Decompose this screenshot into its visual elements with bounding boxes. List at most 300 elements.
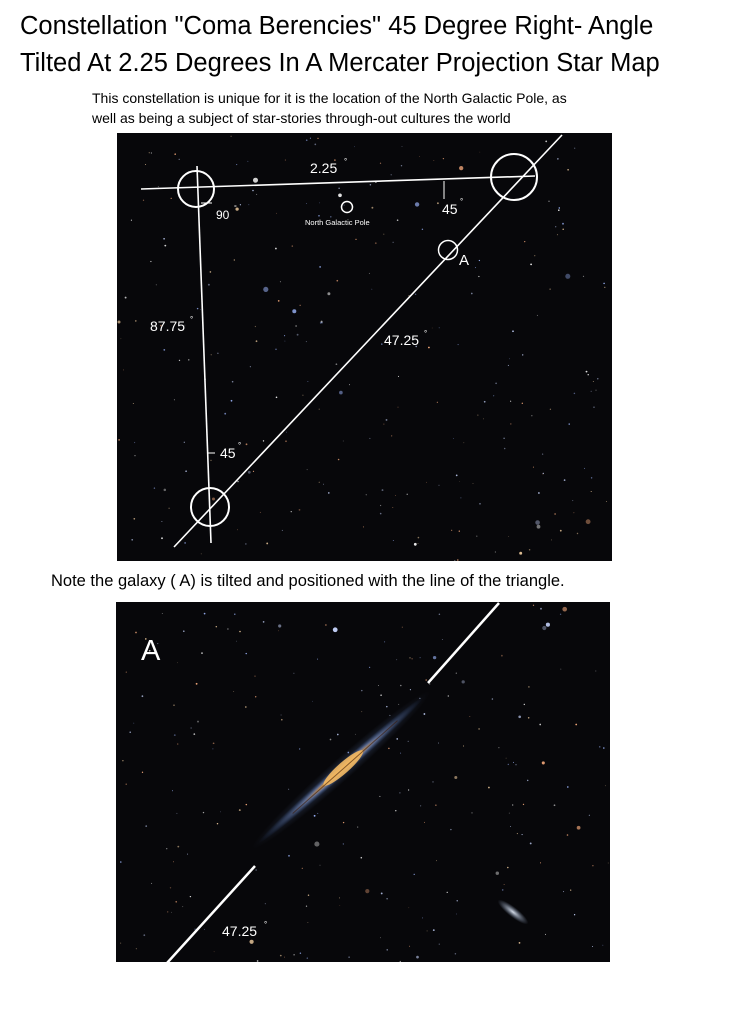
star [201,652,203,654]
star [327,292,330,295]
star [343,843,344,844]
star [297,334,299,336]
star [158,186,159,187]
star [469,716,470,717]
star [179,159,180,160]
star [484,401,486,403]
star [375,242,377,244]
star [136,948,137,949]
star [210,460,211,461]
star [275,248,277,250]
star [276,213,277,214]
star [204,613,206,615]
star [477,415,478,416]
star [393,242,394,243]
star [427,930,428,931]
star [479,503,481,505]
star [395,810,396,811]
star [530,842,532,844]
star [554,804,556,806]
star [164,245,166,247]
star [495,551,496,552]
star [151,883,152,884]
star [478,276,479,277]
star [528,717,530,719]
star [471,293,473,295]
star [355,734,356,735]
star [200,309,201,310]
title-line-2: Tilted At 2.25 Degrees In A Mercater Projection Star Map [20,49,660,77]
star [392,507,393,508]
star [562,228,564,230]
star [246,804,247,805]
star [567,834,569,836]
star [463,442,464,443]
star [438,743,439,744]
star [281,719,283,721]
star [475,267,476,268]
star [519,552,522,555]
star [265,903,266,904]
star [522,354,523,355]
star [533,467,534,468]
star [276,397,278,399]
star [540,862,541,863]
bottom-vertex-angle-label: 45 [220,445,236,461]
star [509,813,510,814]
star [564,479,566,481]
star [524,704,525,705]
star [142,695,144,697]
degree-symbol-bottom-vertex: ° [238,441,242,450]
star [408,907,409,908]
star [220,811,221,812]
degree-symbol-left-side: ° [190,315,194,324]
star [476,536,477,537]
star [245,543,246,544]
star [248,471,251,474]
star [366,494,367,495]
star [448,695,449,696]
star [256,194,257,195]
star [506,758,507,759]
star [459,166,463,170]
star [545,141,547,143]
star [182,906,183,907]
star [586,519,591,524]
star [386,706,388,708]
star [408,789,409,790]
star [503,438,504,439]
star [172,790,173,791]
star [456,914,457,915]
star [330,739,332,741]
star [583,276,584,277]
star [488,787,490,789]
star [249,940,253,944]
star [599,746,600,747]
star [245,706,247,708]
star [125,297,127,299]
star [126,784,127,785]
star [174,734,176,736]
star [170,887,171,888]
star [423,713,425,715]
star [338,193,342,197]
star [592,946,593,947]
star [166,848,167,849]
star [379,796,380,797]
star [184,442,185,443]
star [177,662,178,663]
star [437,202,439,204]
star [188,359,189,360]
star [560,614,561,615]
star [508,764,509,765]
star [437,402,438,403]
star [425,679,427,681]
star [595,671,596,672]
star [233,691,234,692]
star [517,833,518,834]
star [540,608,542,610]
star [595,390,596,391]
star [118,321,121,324]
star [171,198,172,199]
star [428,347,430,349]
star [246,443,248,445]
star [142,772,143,773]
star [409,657,410,658]
star [317,813,318,814]
star [435,805,436,806]
star [381,343,382,344]
star [577,826,581,830]
star [123,369,124,370]
star [369,273,370,274]
star [574,914,575,915]
angle-label: 47.25 [222,923,258,939]
subtitle-line-1: This constellation is unique for it is the location of the North Galactic Pole, as [92,90,567,106]
star [307,957,308,958]
star [408,741,409,742]
star [538,492,540,494]
star [381,892,383,894]
star [174,399,175,400]
star [509,358,510,359]
star [429,683,430,684]
star [234,259,235,260]
star [539,724,541,726]
star [263,440,264,441]
star [302,395,303,396]
star [450,829,451,830]
star [562,223,564,225]
star [504,448,506,450]
star [118,439,120,441]
star [457,900,458,901]
star [168,508,169,509]
star [451,530,452,531]
star [542,761,545,764]
star [121,338,122,339]
star [191,727,192,728]
star [284,335,285,336]
star [280,955,282,957]
star [439,327,440,328]
star [479,152,480,153]
star [559,207,560,208]
star [162,613,163,614]
star [510,423,512,425]
star [348,956,350,958]
star [512,330,514,332]
star [492,698,494,700]
star [339,905,340,906]
star [308,381,309,382]
star [608,863,609,864]
star [292,309,296,313]
star [133,403,134,404]
star [549,288,550,289]
star [558,209,560,211]
star [212,748,213,749]
star [391,174,392,175]
star [380,163,381,164]
star [263,287,268,292]
star [133,518,135,520]
star [286,432,287,433]
star [361,711,362,712]
star [120,861,122,863]
star [143,200,144,201]
star [240,204,241,205]
star [131,539,133,541]
degree-symbol-right-vertex: ° [460,197,464,206]
star [439,613,441,615]
left-vertex-angle-label: 90 [216,208,230,222]
star [295,325,297,327]
right-vertex-angle-label: 45 [442,201,458,217]
star [302,868,303,869]
star [548,200,550,202]
star [570,890,571,891]
page-subtitle [92,88,692,128]
star [508,365,509,366]
star [224,413,226,415]
star [336,280,338,282]
star [355,239,356,240]
star [278,624,281,627]
star [246,653,247,654]
star [575,724,577,726]
star [320,865,321,866]
star [597,378,598,379]
star [227,628,229,630]
star [567,786,569,788]
star [135,632,137,634]
star [196,683,198,685]
star [589,815,590,816]
star [285,160,286,161]
star [515,764,516,765]
star [546,623,550,627]
star [510,826,511,827]
star [554,513,556,515]
star [380,694,382,696]
star [263,621,265,623]
star [531,415,532,416]
star [323,484,324,485]
star [459,530,460,531]
star [234,613,235,614]
star [591,391,592,392]
star [343,822,344,823]
star [281,714,282,715]
star [411,658,413,660]
star [306,203,307,204]
star [126,672,127,673]
star [512,804,513,805]
star [306,341,307,342]
star [384,641,385,642]
star [432,328,433,329]
degree-symbol-top: ° [344,157,348,166]
title-line-1: Constellation "Coma Berencies" 45 Degree Right- Angle [20,12,654,40]
star [154,487,155,488]
star [542,453,543,454]
star [339,897,340,898]
star [197,721,199,723]
star [187,854,188,855]
star [134,442,135,443]
star [567,169,569,171]
star [529,549,531,551]
star [396,738,398,740]
star [433,656,436,659]
star [433,929,435,931]
space-background [116,602,610,962]
star [545,934,546,935]
star [314,842,319,847]
star [211,354,212,355]
star [414,543,417,546]
star [606,501,607,502]
star [577,533,578,534]
star [275,348,277,350]
star [418,537,420,539]
star [513,762,514,763]
star [156,285,157,286]
star [236,164,237,165]
star [604,287,605,288]
star [317,659,318,660]
star [574,393,576,395]
star [278,630,279,631]
star [534,255,535,256]
star [133,723,134,724]
star [454,776,457,779]
star [145,164,146,165]
star [333,627,338,632]
star [337,734,339,736]
star [230,136,231,137]
star [150,261,151,262]
star [415,294,416,295]
star [163,349,165,351]
star [325,624,327,626]
star [522,834,523,835]
star [574,148,575,149]
star [300,305,301,306]
star [409,946,410,947]
star [185,470,187,472]
star [424,822,425,823]
star [562,607,567,612]
star [401,165,402,166]
star [167,911,168,912]
star [361,690,362,691]
star [410,689,411,690]
star [319,482,320,483]
star [343,441,344,442]
star [530,264,532,266]
star [300,953,301,954]
star [382,489,384,491]
star [285,440,287,442]
star [510,401,511,402]
star [397,219,399,221]
star [349,384,350,385]
star [173,704,175,706]
star [557,234,558,235]
star [588,374,589,375]
star [161,521,162,522]
star [383,234,384,235]
star [253,178,258,183]
star [217,353,218,354]
star [602,945,603,946]
star [453,438,454,439]
star [560,530,562,532]
star [386,898,387,899]
star [420,657,421,658]
star [319,409,320,410]
star [371,207,373,209]
star [378,685,379,686]
page-title [20,8,740,82]
star [527,780,529,782]
star [173,861,174,862]
star [255,326,256,327]
star [504,884,505,885]
star [319,266,321,268]
star [563,891,564,892]
star [357,827,358,828]
star [507,867,509,869]
star [524,241,525,242]
subtitle-line-2: well as being a subject of star-stories through-out cultures the world [92,110,511,126]
star [415,202,419,206]
star [237,481,239,483]
star [433,160,434,161]
star [183,630,185,632]
star [145,825,147,827]
star [176,813,177,814]
star [395,495,396,496]
star [436,860,437,861]
star [310,138,311,139]
